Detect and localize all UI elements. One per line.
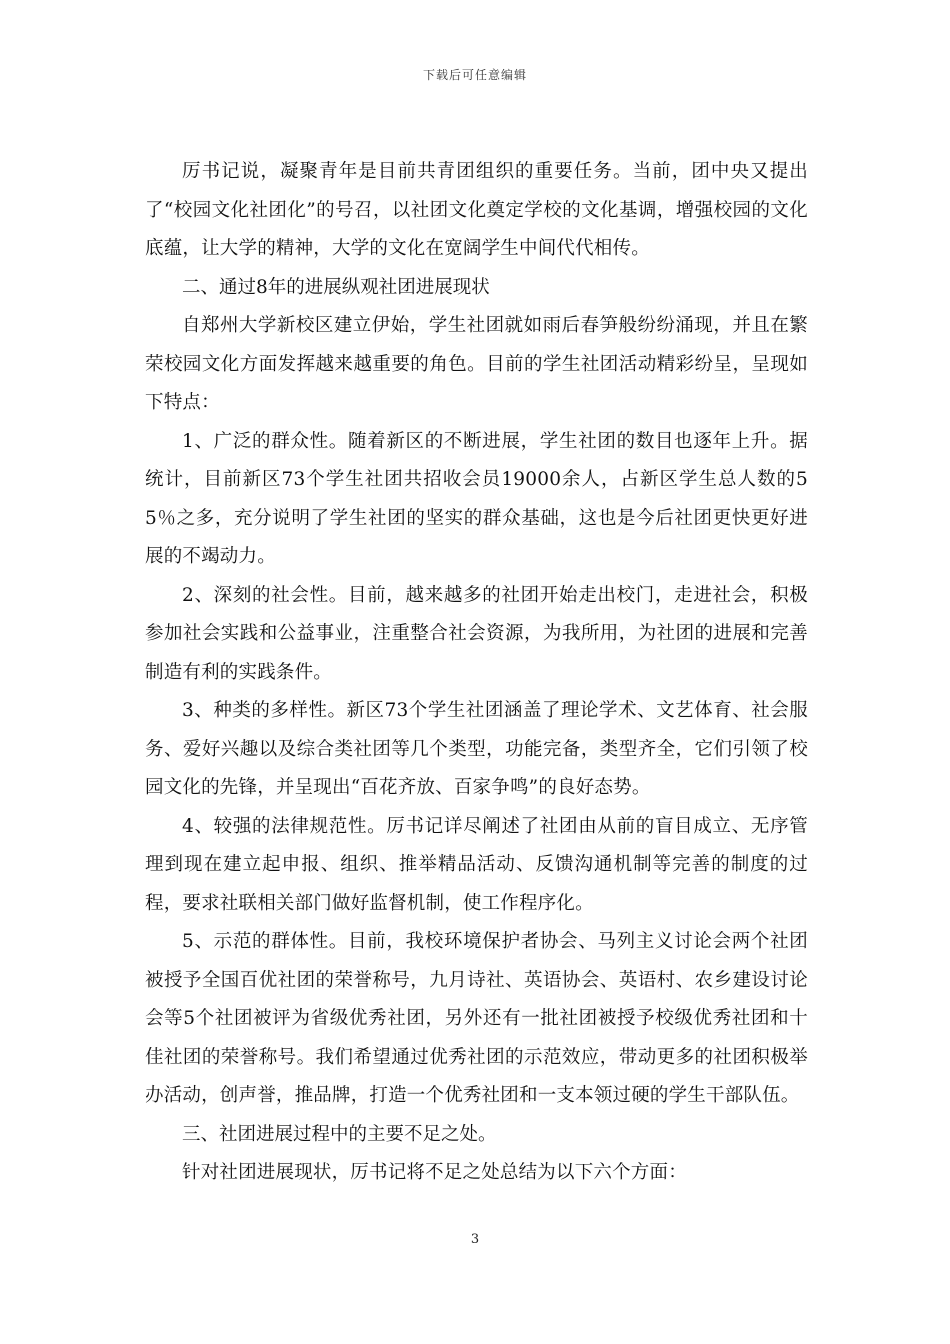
document-body — [145, 153, 808, 1193]
paragraph-intro: 厉书记说，凝聚青年是目前共青团组织的重要任务。当前，团中央又提出了“校园文化社团化”的号召，以社团文化奠定学校的文化基调，增强校园的文化底蕴，让大学的精神，大学的文化在宽阔学生中间代代相传。 — [145, 161, 808, 259]
paragraph-point-4: 4、较强的法律规范性。厉书记详尽阐述了社团由从前的盲目成立、无序管理到现在建立起申报、组织、推举精品活动、反馈沟通机制等完善的制度的过程，要求社联相关部门做好监督机制，使工作程序化。 — [145, 815, 808, 914]
page-number: 3 — [470, 1232, 480, 1247]
section-heading-3: 三、社团进展过程中的主要不足之处。 — [182, 1123, 497, 1145]
page-header: 下载后可任意编辑 — [422, 68, 527, 82]
paragraph-overview: 自郑州大学新校区建立伊始，学生社团就如雨后春笋般纷纷涌现，并且在繁荣校园文化方面发挥越来越重要的角色。目前的学生社团活动精彩纷呈，呈现如下特点： — [145, 315, 808, 413]
paragraph-point-1: 1、广泛的群众性。随着新区的不断进展，学生社团的数目也逐年上升。据统计，目前新区73个学生社团共招收会员19000余人，占新区学生总人数的55％之多，充分说明了学生社团的坚实的群众基础，这也是今后社团更快更好进展的不竭动力。 — [145, 430, 808, 567]
paragraph-summary: 针对社团进展现状，厉书记将不足之处总结为以下六个方面： — [182, 1162, 687, 1183]
paragraph-point-5: 5、示范的群体性。目前，我校环境保护者协会、马列主义讨论会两个社团被授予全国百优社团的荣誉称号，九月诗社、英语协会、英语村、农乡建设讨论会等5个社团被评为省级优秀社团，另外还有一批社团被授予校级优秀社团和十佳社团的荣誉称号。我们希望通过优秀社团的示范效应，带动更多的社团积极举办活动，创声誉，推品牌，打造一个优秀社团和一支本领过硬的学生干部队伍。 — [145, 931, 808, 1106]
paragraph-point-3: 3、种类的多样性。新区73个学生社团涵盖了理论学术、文艺体育、社会服务、爱好兴趣以及综合类社团等几个类型，功能完备，类型齐全，它们引领了校园文化的先锋，并呈现出“百花齐放、百家争鸣”的良好态势。 — [145, 700, 808, 798]
section-heading-2: 二、通过8年的进展纵观社团进展现状 — [182, 276, 490, 298]
paragraph-point-2: 2、深刻的社会性。目前，越来越多的社团开始走出校门，走进社会，积极参加社会实践和公益事业，注重整合社会资源，为我所用，为社团的进展和完善制造有利的实践条件。 — [145, 584, 808, 683]
